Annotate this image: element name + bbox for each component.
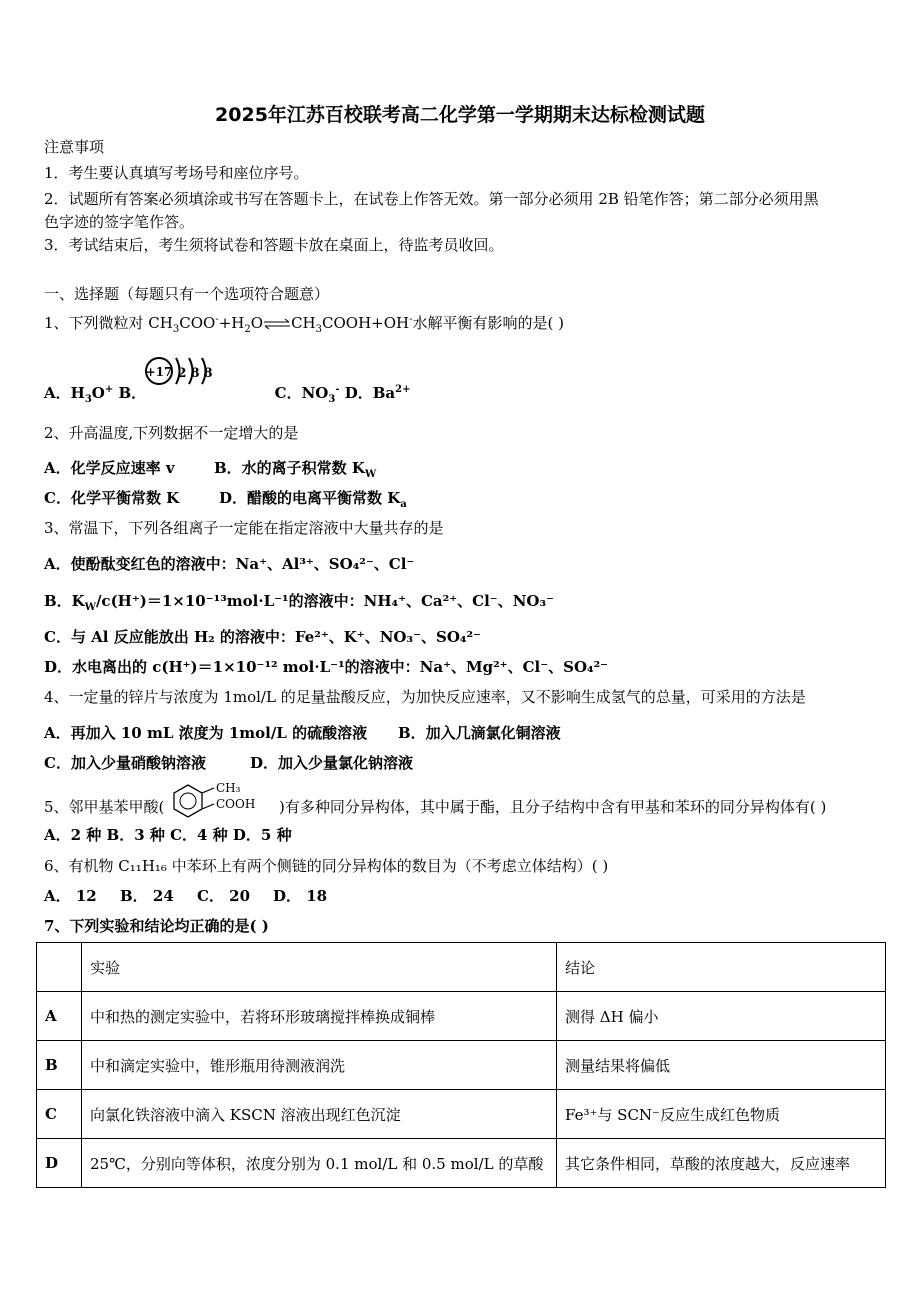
notice-item-1: 1．考生要认真填写考场号和座位序号。 (44, 164, 309, 182)
q3-option-a: A．使酚酞变红色的溶液中：Na⁺、Al³⁺、SO₄²⁻、Cl⁻ (44, 555, 415, 573)
q2-stem: 2、升高温度,下列数据不一定增大的是 (44, 424, 299, 442)
q5-stem-suffix: )有多种同分异构体，其中属于酯，且分子结构中含有甲基和苯环的同分异构体有( ) (279, 798, 827, 816)
table-cell-option: D (37, 1139, 82, 1188)
q2-option-d-text: D．醋酸的电离平衡常数 K (219, 489, 401, 507)
q1-stem-part: 水解平衡有影响的是( ) (412, 314, 564, 332)
page-title: 2025年江苏百校联考高二化学第一学期期末达标检测试题 (215, 104, 705, 126)
shell-electrons-1: 2 (177, 366, 187, 381)
q1-options (44, 383, 410, 403)
q1-stem-part: O (250, 314, 264, 332)
q1-sub: 3 (84, 394, 92, 405)
notice-item-3: 3．考试结束后，考生须将试卷和答题卡放在桌面上，待监考员收回。 (44, 236, 504, 254)
notice-item-2-cont: 色字迹的签字笔作答。 (44, 213, 195, 231)
q1-sub: 2 (244, 324, 251, 335)
methyl-label: CH₃ (216, 781, 241, 795)
q4-option-c: C．加入少量硝酸钠溶液 (44, 754, 206, 772)
table-row (37, 1139, 886, 1188)
q4-option-a: A．再加入 10 mL 浓度为 1mol/L 的硫酸溶液 (44, 724, 368, 742)
table-cell-option: C (37, 1090, 82, 1139)
shell-electrons-3: 8 (203, 366, 213, 381)
q5-options: A．2 种 B．3 种 C．4 种 D．5 种 (44, 826, 292, 844)
table-row (37, 992, 886, 1041)
nucleus-label: +17 (145, 365, 173, 379)
q1-stem-part: COOH+OH (322, 314, 410, 332)
table-cell-conclusion: Fe³⁺与 SCN⁻反应生成红色物质 (557, 1090, 886, 1139)
table-cell-option: A (37, 992, 82, 1041)
table-cell-conclusion: 其它条件相同，草酸的浓度越大，反应速率 (557, 1139, 886, 1188)
q1-option-d: D．Ba (344, 384, 396, 402)
table-header-row (37, 943, 886, 992)
table-header-cell (37, 943, 82, 992)
table-cell-experiment: 中和滴定实验中，锥形瓶用待测液润洗 (82, 1041, 557, 1090)
q1-sup: - (335, 384, 340, 395)
q1-sup: 2+ (395, 384, 411, 395)
q1-option-b: B． (118, 384, 147, 402)
q1-stem (44, 313, 564, 333)
q3-option-b-text: B．K (44, 592, 85, 610)
q1-sup: - (215, 314, 219, 325)
table-cell-experiment: 向氯化铁溶液中滴入 KSCN 溶液出现红色沉淀 (82, 1090, 557, 1139)
table-cell-conclusion: 测量结果将偏低 (557, 1041, 886, 1090)
q4-option-d: D．加入少量氯化钠溶液 (250, 754, 414, 772)
table-header-cell: 实验 (82, 943, 557, 992)
q2-option-b (214, 458, 376, 478)
notice-item-2: 2．试题所有答案必须填涂或书写在答题卡上，在试卷上作答无效。第一部分必须用 2B 铅笔作答；第二部分必须用黑 (44, 190, 819, 208)
q2-sub: a (400, 499, 407, 510)
q2-option-b-text: B．水的离子积常数 K (214, 459, 365, 477)
q1-stem-part: 1、下列微粒对 CH (44, 314, 173, 332)
q1-sup: + (104, 384, 114, 395)
q1-stem-part: +H (218, 314, 245, 332)
q7-stem: 7、下列实验和结论均正确的是( ) (44, 917, 269, 935)
q2-option-d (219, 488, 407, 508)
q3-option-d: D．水电离出的 c(H⁺)＝1×10⁻¹² mol·L⁻¹的溶液中：Na⁺、Mg²⁺、Cl⁻、SO₄²⁻ (44, 658, 609, 676)
q1-option-c: C．NO (274, 384, 329, 402)
q1-sup: - (409, 314, 413, 325)
table-row (37, 1041, 886, 1090)
q5-stem-prefix: 5、邻甲基苯甲酸( (44, 798, 165, 816)
q1-option-a: A．H (44, 384, 85, 402)
table-cell-experiment: 中和热的测定实验中，若将环形玻璃搅拌棒换成铜棒 (82, 992, 557, 1041)
q3-stem: 3、常温下，下列各组离子一定能在指定溶液中大量共存的是 (44, 519, 444, 537)
q1-sub: 3 (315, 324, 322, 335)
q1-stem-part: CH (291, 314, 316, 332)
q2-option-c: C．化学平衡常数 K (44, 489, 180, 507)
q6-stem: 6、有机物 C₁₁H₁₆ 中苯环上有两个侧链的同分异构体的数目为（不考虑立体结构）( ) (44, 857, 609, 875)
table-cell-experiment: 25℃，分别向等体积，浓度分别为 0.1 mol/L 和 0.5 mol/L 的草酸 (82, 1139, 557, 1188)
q2-sub: W (364, 469, 377, 480)
table-cell-conclusion: 测得 ΔH 偏小 (557, 992, 886, 1041)
table-row (37, 1090, 886, 1139)
q4-option-b: B．加入几滴氯化铜溶液 (398, 724, 561, 742)
q3-sub: W (84, 602, 96, 613)
q6-option-a: A． 12 (44, 887, 97, 905)
q1-option-a-text: O (91, 384, 105, 402)
q2-option-a: A．化学反应速率 v (44, 459, 175, 477)
table-header-cell: 结论 (557, 943, 886, 992)
carboxyl-bond (202, 804, 214, 809)
q6-option-b: B． 24 (120, 887, 174, 905)
benzene-ring-icon (174, 785, 202, 817)
table-cell-option: B (37, 1041, 82, 1090)
methyl-bond (202, 788, 214, 793)
q4-stem: 4、一定量的锌片与浓度为 1mol/L 的足量盐酸反应，为加快反应速率，又不影响生成氢气的总量，可采用的方法是 (44, 688, 806, 706)
methylbenzoic-acid-structure (170, 781, 280, 819)
experiment-table (36, 942, 886, 1188)
shell-electrons-2: 8 (190, 366, 200, 381)
q3-option-b-rest: /c(H⁺)＝1×10⁻¹³mol·L⁻¹的溶液中：NH₄⁺、Ca²⁺、Cl⁻、NO₃⁻ (95, 592, 554, 610)
carboxyl-label: COOH (216, 797, 256, 811)
q3-option-c: C．与 Al 反应能放出 H₂ 的溶液中：Fe²⁺、K⁺、NO₃⁻、SO₄²⁻ (44, 628, 481, 646)
q3-option-b (44, 591, 554, 611)
aromatic-circle (180, 793, 196, 809)
q1-sub: 3 (328, 394, 336, 405)
q6-option-c: C． 20 (197, 887, 251, 905)
notice-heading: 注意事项 (44, 138, 105, 156)
q1-sub: 3 (172, 324, 180, 335)
section-heading: 一、选择题（每题只有一个选项符合题意） (44, 285, 330, 303)
equilibrium-arrow-icon (263, 319, 291, 329)
q6-option-d: D． 18 (273, 887, 328, 905)
q1-stem-part: COO (179, 314, 216, 332)
